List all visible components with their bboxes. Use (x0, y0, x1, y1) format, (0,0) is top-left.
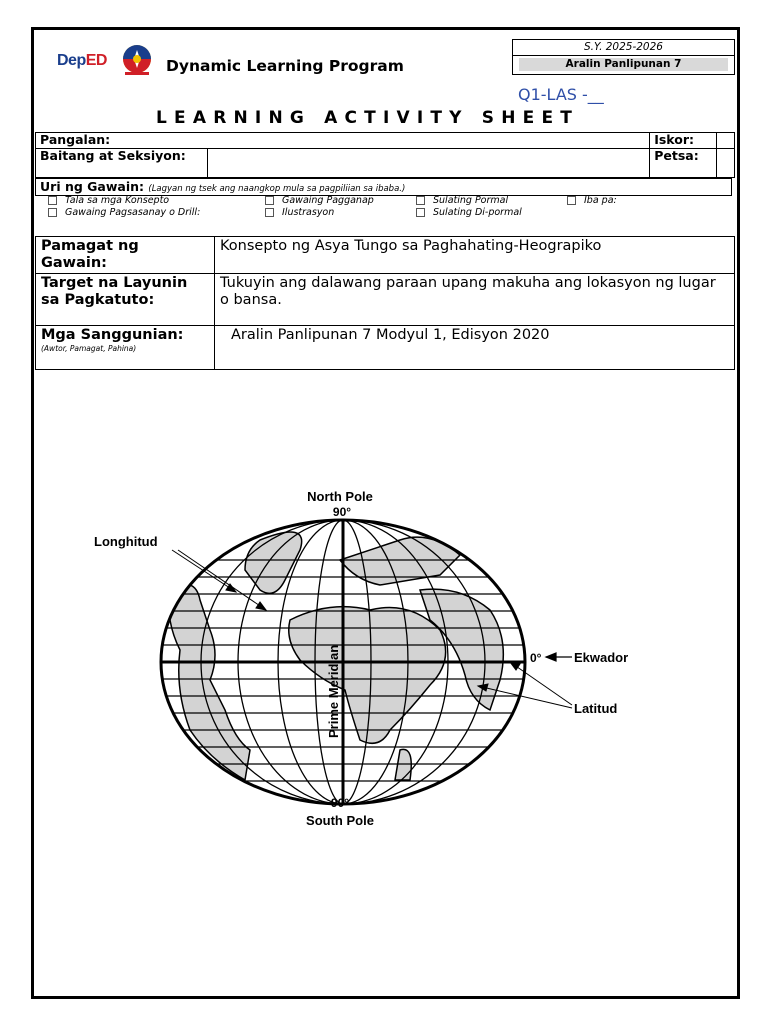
zero-degree-label: 0° (530, 651, 542, 665)
option-drill[interactable]: Gawaing Pagsasanay o Drill: (48, 207, 200, 218)
checkbox-icon[interactable] (48, 208, 57, 217)
name-label: Pangalan: (40, 132, 111, 147)
activity-type-note: (Lagyan ng tsek ang naangkop mula sa pagpiliian sa ibaba.) (148, 184, 406, 194)
option-formal-writing[interactable]: Sulating Pormal (416, 195, 508, 206)
deped-logo (57, 52, 107, 70)
checkbox-icon[interactable] (567, 196, 576, 205)
title-value: Konsepto ng Asya Tungo sa Paghahating-Heograpiko (215, 237, 735, 274)
north-pole-label: North Pole (307, 489, 373, 504)
date-label: Petsa: (650, 149, 717, 178)
student-info-table (35, 132, 735, 178)
score-label: Iskor: (650, 133, 717, 149)
globe-diagram (60, 480, 660, 840)
grade-label: Baitang at Seksiyon: (36, 149, 208, 178)
program-title: Dynamic Learning Program (166, 57, 404, 75)
ekwador-arrow (546, 653, 572, 661)
checkbox-icon[interactable] (48, 196, 57, 205)
school-year-box (512, 39, 735, 75)
reference-value: Aralin Panlipunan 7 Modyul 1, Edisyon 2020 (215, 326, 735, 370)
option-performance-task[interactable]: Gawaing Pagganap (265, 195, 374, 206)
activity-type-row (35, 178, 732, 196)
date-field[interactable] (717, 149, 735, 178)
las-number[interactable]: Q1-LAS -__ (518, 85, 604, 104)
title-label: Pamagat ng Gawain: (36, 237, 215, 274)
seal-icon (120, 42, 154, 76)
logo-ed-text: ED (85, 52, 107, 69)
score-field[interactable] (717, 133, 735, 149)
latitud-label: Latitud (574, 701, 618, 716)
prime-meridian-label: Prime Meridian (326, 644, 341, 738)
option-informal-writing[interactable]: Sulating Di-pormal (416, 207, 522, 218)
option-illustration[interactable]: Ilustrasyon (265, 207, 334, 218)
south-pole-label: South Pole (306, 813, 374, 828)
checkbox-icon[interactable] (265, 196, 274, 205)
sheet-title: LEARNING ACTIVITY SHEET (156, 108, 580, 128)
checkbox-icon[interactable] (416, 196, 425, 205)
target-label: Target na Layunin sa Pagkatuto: (36, 274, 215, 326)
checkbox-icon[interactable] (265, 208, 274, 217)
activity-meta-table (35, 236, 735, 370)
reference-note: (Awtor, Pamagat, Pahina) (41, 344, 137, 353)
activity-type-label: Uri ng Gawain: (40, 179, 145, 194)
longhitud-label: Longhitud (94, 534, 158, 549)
name-cell[interactable] (36, 133, 650, 149)
reference-cell (36, 326, 215, 370)
option-others[interactable]: Iba pa: (567, 195, 617, 206)
school-year: S.Y. 2025-2026 (513, 41, 734, 56)
checkbox-icon[interactable] (416, 208, 425, 217)
ekwador-label: Ekwador (574, 650, 629, 665)
grade-field[interactable] (208, 149, 650, 178)
target-value: Tukuyin ang dalawang paraan upang makuha ang lokasyon ng lugar o bansa. (215, 274, 735, 326)
reference-label: Mga Sanggunian: (41, 327, 184, 343)
north-degree-label: 90° (332, 505, 352, 519)
south-degree-label: 90° (330, 796, 350, 810)
subject-label: Aralin Panlipunan 7 (519, 58, 728, 71)
logo-dep-text: Dep (57, 52, 86, 69)
option-concept-notes[interactable]: Tala sa mga Konsepto (48, 195, 169, 206)
